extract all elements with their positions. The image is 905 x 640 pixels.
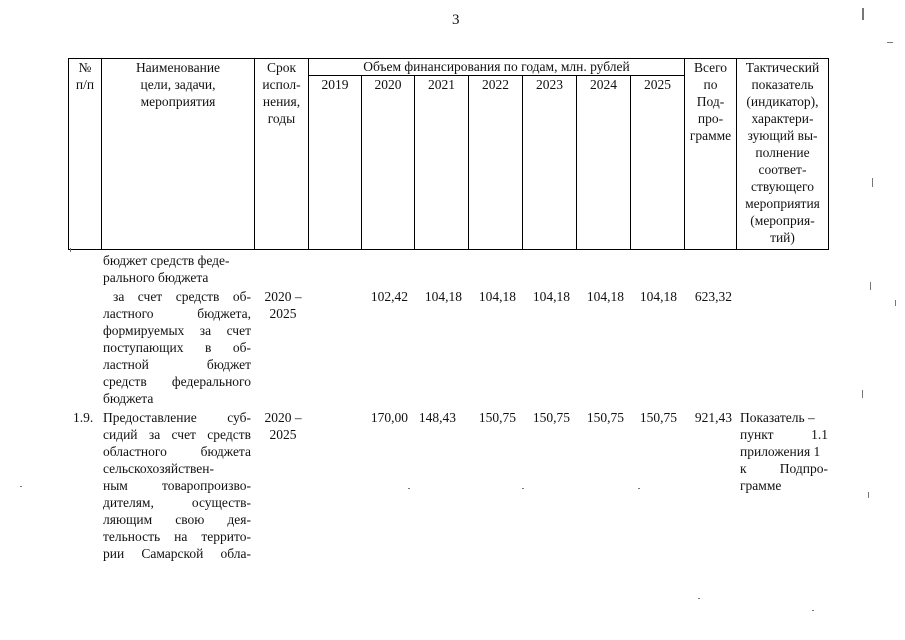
scan-mark bbox=[812, 610, 814, 611]
header-year-2025: 2025 bbox=[644, 77, 671, 92]
scan-mark bbox=[870, 282, 871, 290]
scan-mark bbox=[698, 598, 700, 599]
header-col-total: Всего по Под- про- грамме bbox=[689, 60, 732, 143]
page-number: 3 bbox=[452, 12, 460, 28]
row-1-9-number: 1.9. bbox=[73, 410, 94, 425]
scan-mark bbox=[20, 486, 22, 487]
row-regional-term: 2020 – 2025 bbox=[264, 289, 302, 321]
table-header bbox=[68, 58, 829, 250]
scan-mark bbox=[408, 488, 410, 489]
scan-mark bbox=[862, 8, 864, 20]
header-year-2023: 2023 bbox=[536, 77, 563, 92]
row-1-9-2021: 148,43 bbox=[418, 410, 456, 425]
header-col-term: Срок испол- нения, годы bbox=[262, 60, 301, 126]
row-regional-2022: 104,18 bbox=[478, 289, 516, 304]
row-regional-name: за счет средств об- ластного бюджета, формируемых за счет поступающих в об- ластной бюджет средств федерального бюджета bbox=[103, 289, 251, 406]
header-year-2022: 2022 bbox=[482, 77, 509, 92]
continuation-text: бюджет средств феде- рального бюджета bbox=[103, 253, 230, 285]
row-1-9-term: 2020 – 2025 bbox=[264, 410, 302, 442]
row-regional-2023: 104,18 bbox=[532, 289, 570, 304]
scan-mark bbox=[522, 488, 524, 489]
header-year-2019: 2019 bbox=[321, 77, 349, 92]
header-year-2020: 2020 bbox=[374, 77, 402, 92]
scan-mark bbox=[868, 492, 869, 498]
scan-mark bbox=[895, 300, 896, 306]
row-regional-2021: 104,18 bbox=[424, 289, 462, 304]
header-year-2024: 2024 bbox=[590, 77, 617, 92]
row-regional-total: 623,32 bbox=[694, 289, 732, 304]
scan-mark bbox=[887, 42, 893, 43]
row-1-9-name: Предоставление суб- сидий за счет средств областного бюджета сельскохозяйствен- ным товаропроизво- дителям, осуществ- ляющим свою дея- тельность на террито- рии Самарской обла- bbox=[103, 410, 251, 561]
row-1-9-total: 921,43 bbox=[694, 410, 732, 425]
scan-mark bbox=[872, 178, 873, 187]
header-col-indicator: Тактический показатель (индикатор), характери- зующий вы- полнение соответ- ствующего мероприятия (мероприя- тий) bbox=[745, 60, 820, 245]
row-1-9-2022: 150,75 bbox=[478, 410, 516, 425]
row-1-9-2023: 150,75 bbox=[532, 410, 570, 425]
row-regional-2025: 104,18 bbox=[639, 289, 677, 304]
header-year-2021: 2021 bbox=[428, 77, 455, 92]
row-1-9-2024: 150,75 bbox=[586, 410, 624, 425]
header-col-name: Наименование цели, задачи, мероприятия bbox=[135, 60, 221, 109]
row-regional-2024: 104,18 bbox=[586, 289, 624, 304]
scan-mark bbox=[638, 488, 640, 489]
row-regional-2020: 102,42 bbox=[370, 289, 408, 304]
row-1-9-2025: 150,75 bbox=[639, 410, 677, 425]
row-1-9-2020: 170,00 bbox=[370, 410, 408, 425]
scan-mark bbox=[70, 248, 71, 252]
header-col-funding: Объем финансирования по годам, млн. рублей bbox=[363, 59, 630, 74]
row-1-9-indicator: Показатель – пункт 1.1 приложения 1 к Подпро- грамме bbox=[740, 410, 828, 493]
header-col-number: № п/п bbox=[75, 60, 95, 92]
scan-mark bbox=[862, 390, 863, 398]
